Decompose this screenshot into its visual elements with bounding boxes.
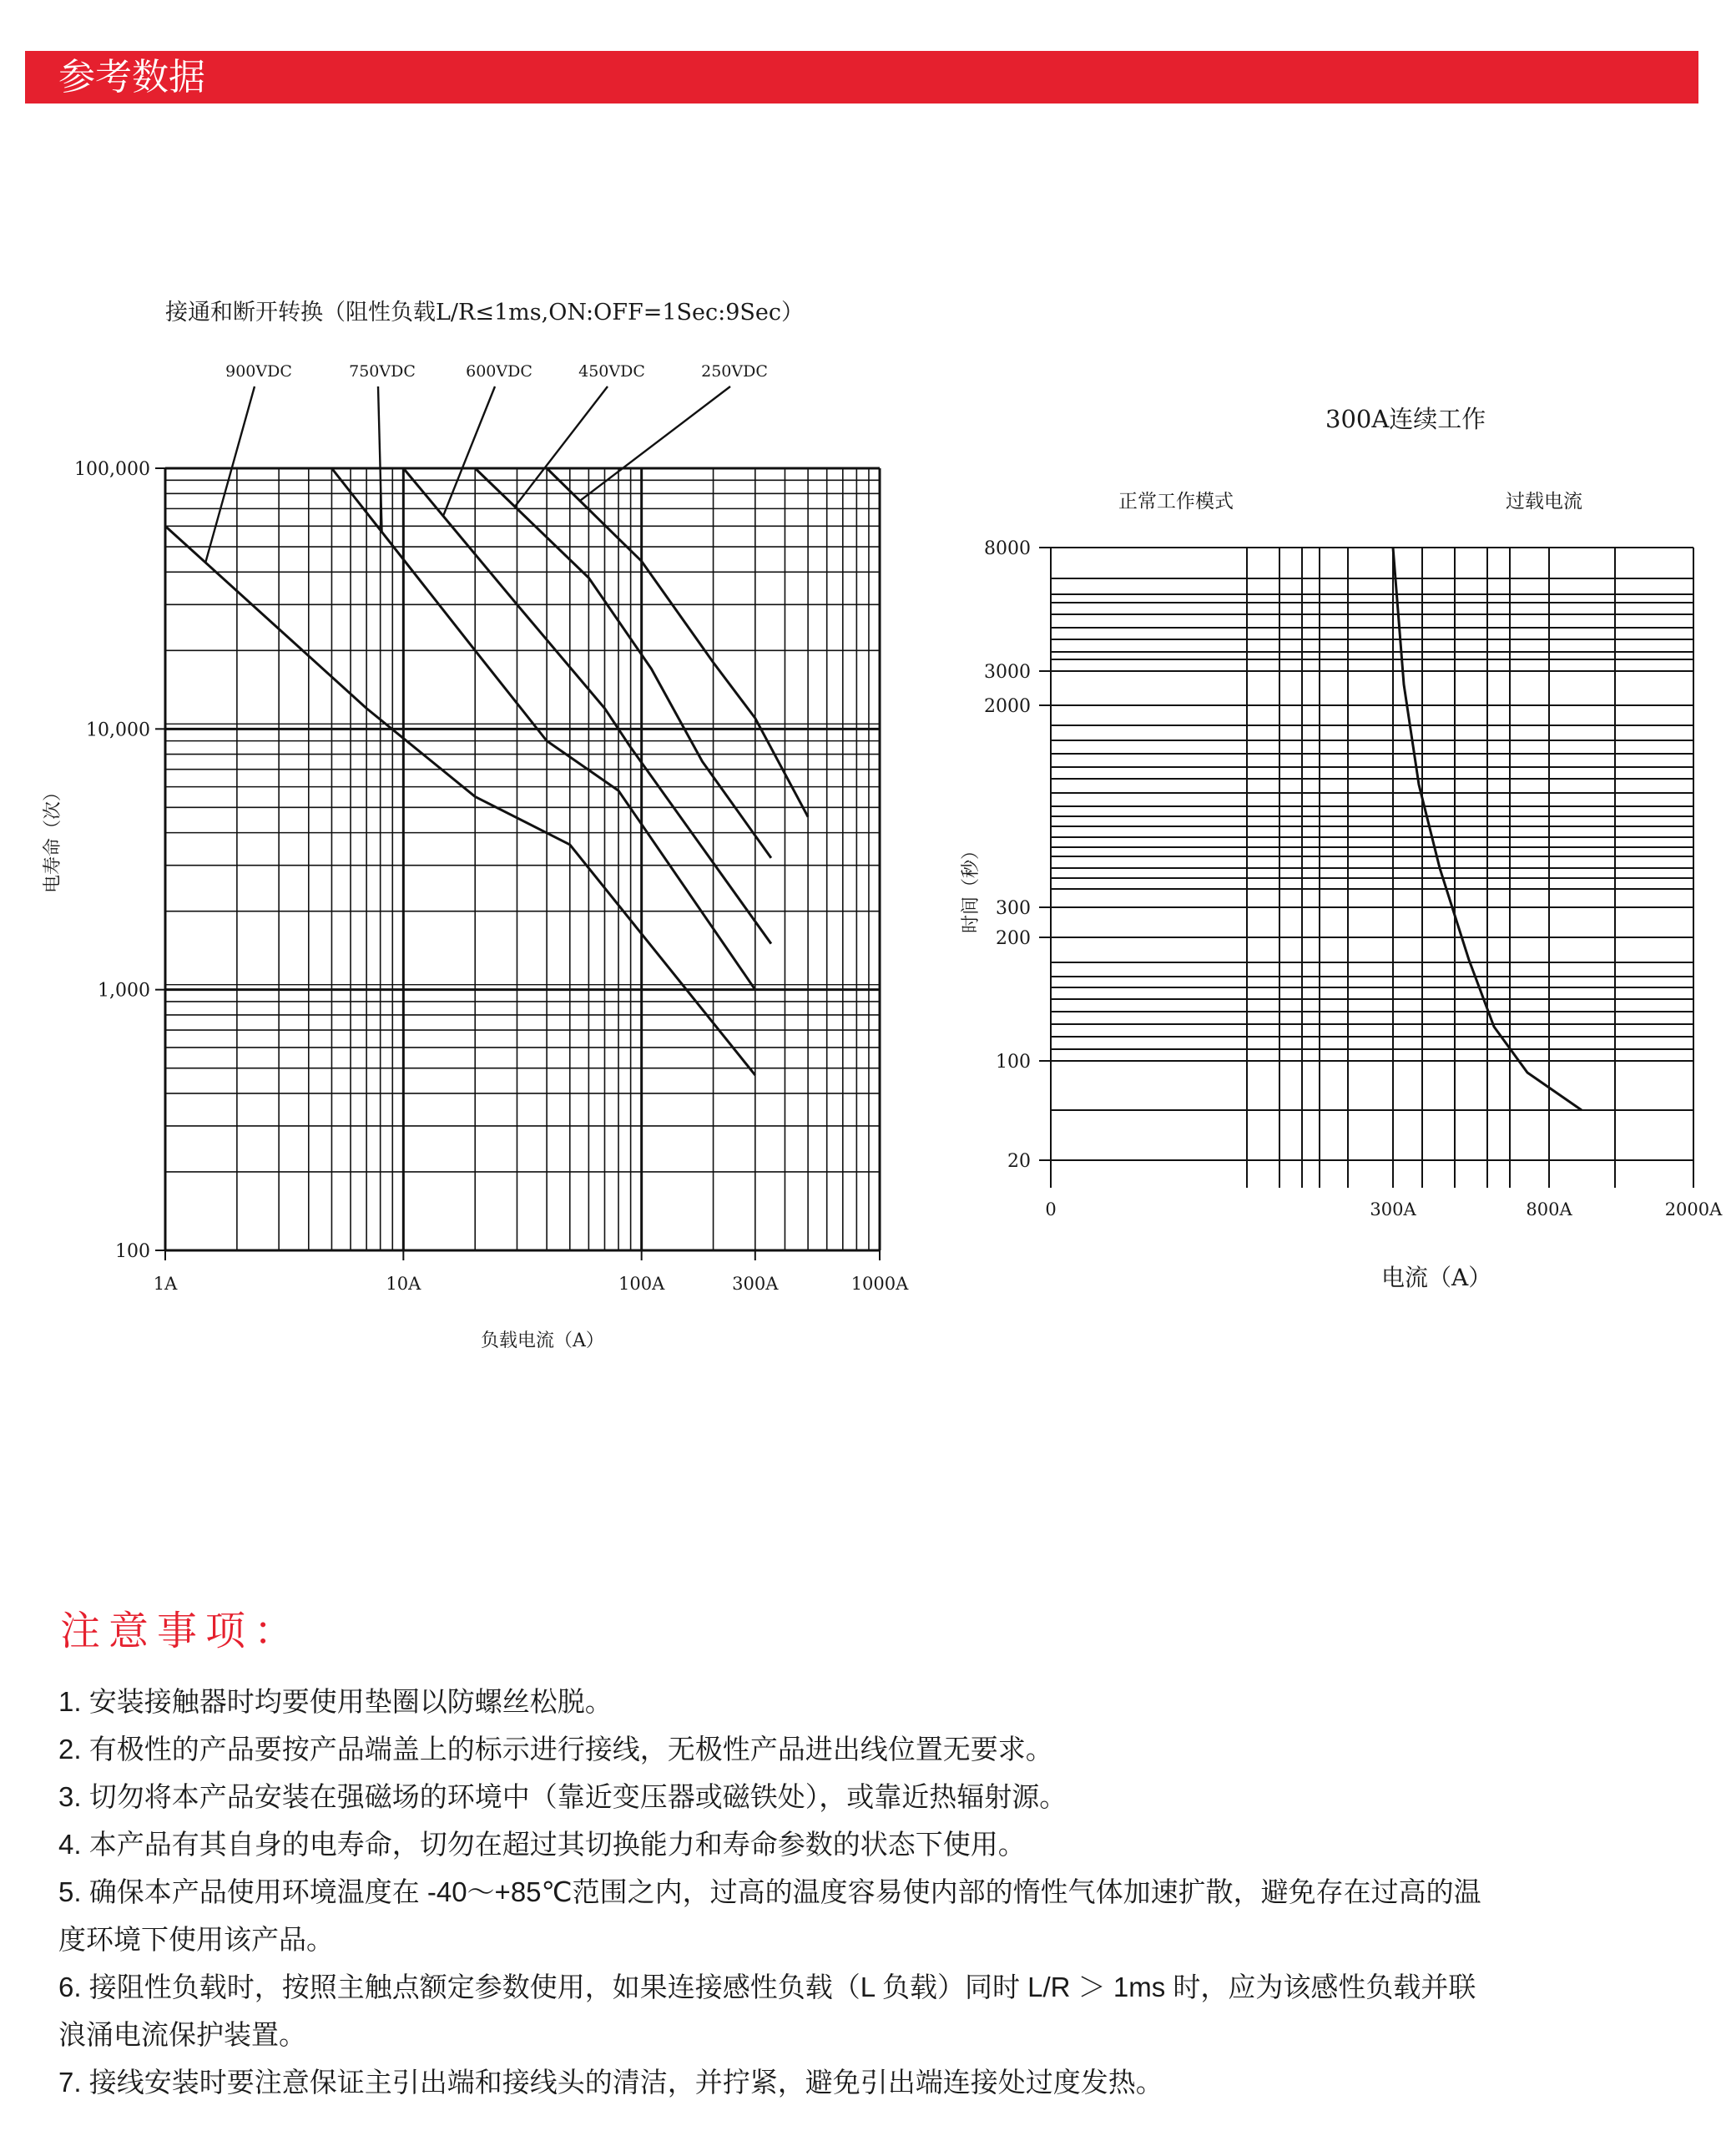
y-tick-label: 20 (1007, 1151, 1031, 1172)
y-tick-label: 100,000 (74, 459, 150, 480)
chart1-xlabel: 负载电流（A） (481, 1330, 604, 1351)
list-item: 6. 接阻性负载时，按照主触点额定参数使用，如果连接感性负载（L 负载）同时 L/R ＞ 1ms 时，应为该感性负载并联 (58, 1972, 1476, 2002)
y-tick-label: 3000 (984, 662, 1031, 683)
y-tick-label: 1,000 (98, 980, 150, 1002)
list-item: 7. 接线安装时要注意保证主引出端和接线头的清洁，并拧紧，避免引出端连接处过度发热。 (58, 2067, 1163, 2098)
notes-list (58, 1678, 1678, 2106)
x-tick-label: 0 (1045, 1199, 1057, 1219)
y-tick-label: 8000 (984, 538, 1031, 559)
series-label: 450VDC (578, 362, 645, 381)
series-leader-line (205, 386, 255, 563)
chart2-xlabel: 电流（A） (1381, 1264, 1492, 1291)
series-label: 600VDC (466, 362, 532, 381)
y-tick-label: 100 (115, 1241, 150, 1262)
chart2-title: 300A连续工作 (1325, 405, 1486, 433)
list-item: 1. 安装接触器时均要使用垫圈以防螺丝松脱。 (58, 1686, 613, 1717)
page-title: 参考数据 (58, 56, 205, 98)
list-item: 度环境下使用该产品。 (58, 1924, 334, 1955)
x-tick-label: 300A (1370, 1199, 1416, 1219)
series-line (547, 468, 808, 817)
y-tick-label: 10,000 (86, 720, 150, 741)
series-label: 750VDC (349, 362, 416, 381)
list-item: 5. 确保本产品使用环境温度在 -40～+85℃范围之内，过高的温度容易使内部的惰性气体加速扩散，避免存在过高的温 (58, 1876, 1481, 1907)
series-label: 900VDC (225, 362, 292, 381)
series-line (165, 526, 755, 1075)
series-line (403, 468, 771, 944)
chart2-annotation-overload: 过载电流 (1506, 491, 1582, 512)
chart1-title: 接通和断开转换（阻性负载L/R≤1ms,ON:OFF=1Sec:9Sec） (165, 300, 804, 326)
list-item: 2. 有极性的产品要按产品端盖上的标示进行接线，无极性产品进出线位置无要求。 (58, 1734, 1053, 1765)
series-leader-line (515, 386, 608, 507)
list-item: 浪涌电流保护装置。 (58, 2019, 306, 2050)
notes-title: 注意事项： (60, 1608, 303, 1654)
x-tick-label: 100A (618, 1274, 665, 1294)
y-tick-label: 300 (996, 898, 1031, 919)
y-tick-label: 100 (996, 1052, 1031, 1073)
chart2-annotation-normal: 正常工作模式 (1118, 491, 1234, 512)
list-item: 3. 切勿将本产品安装在强磁场的环境中（靠近变压器或磁铁处），或靠近热辐射源。 (58, 1781, 1067, 1812)
y-tick-label: 2000 (984, 696, 1031, 717)
y-tick-label: 200 (996, 928, 1031, 949)
x-tick-label: 1A (153, 1274, 178, 1294)
x-tick-label: 10A (386, 1274, 421, 1294)
x-tick-label: 800A (1526, 1199, 1572, 1219)
x-tick-label: 1000A (850, 1274, 909, 1294)
list-item: 4. 本产品有其自身的电寿命，切勿在超过其切换能力和寿命参数的状态下使用。 (58, 1829, 1026, 1860)
series-leader-line (443, 386, 495, 516)
x-tick-label: 2000A (1664, 1199, 1723, 1219)
series-leader-line (580, 386, 730, 501)
chart1-ylabel: 电寿命（次） (43, 782, 63, 893)
chart2-ylabel: 时间（秒） (961, 841, 982, 933)
series-label: 250VDC (701, 362, 768, 381)
x-tick-label: 300A (732, 1274, 779, 1294)
